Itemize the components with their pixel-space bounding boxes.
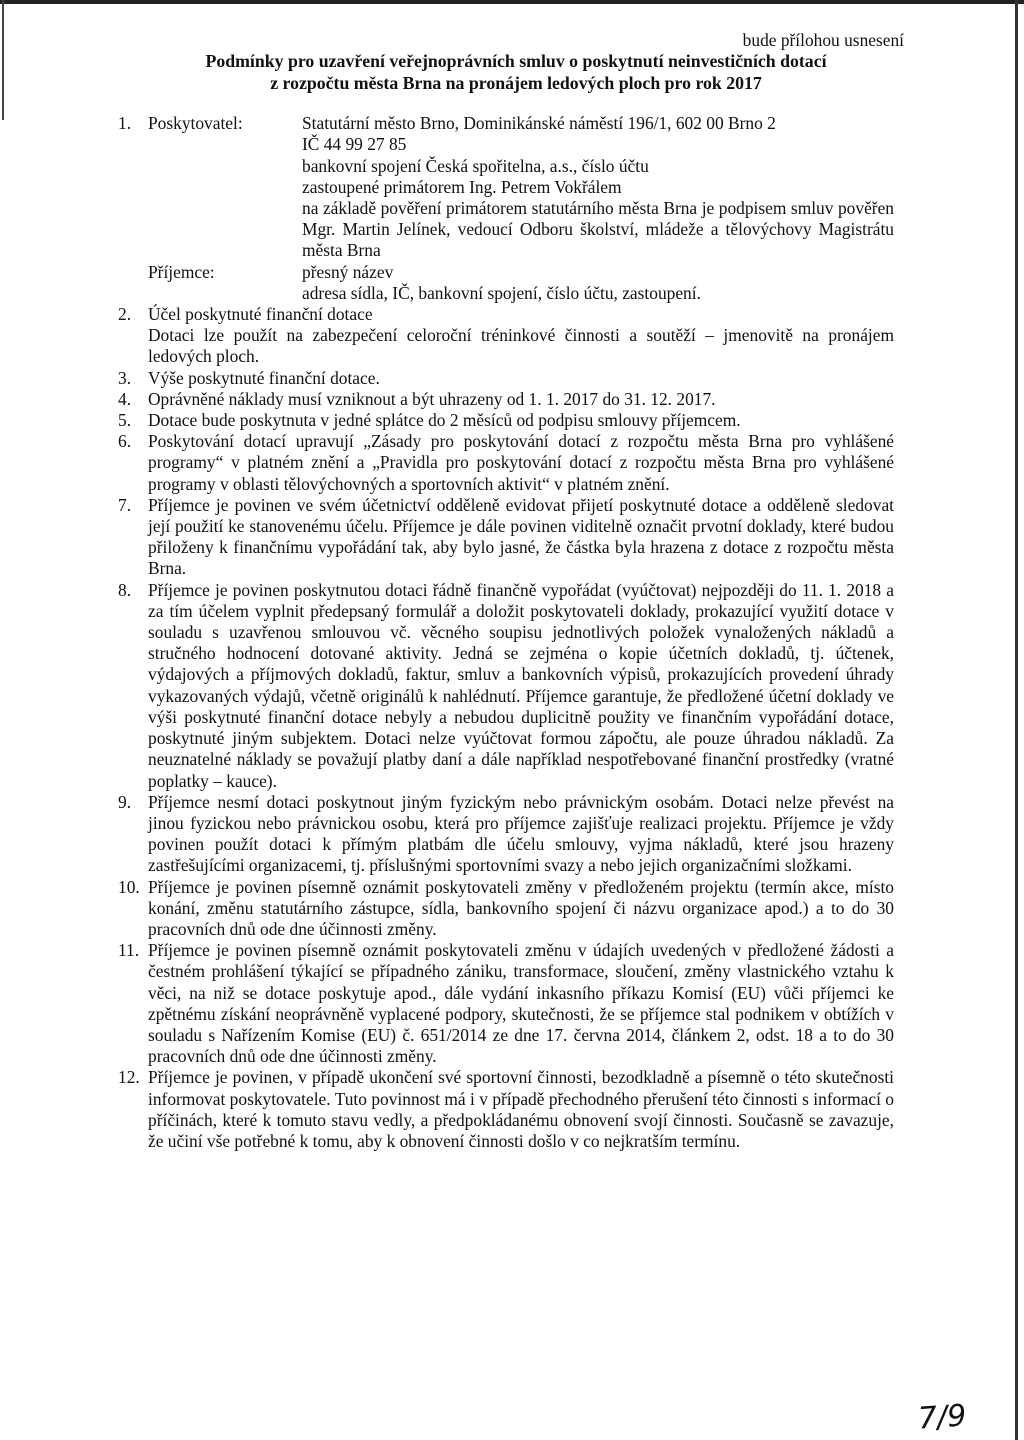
attachment-note: bude přílohou usnesení bbox=[742, 30, 904, 50]
list-item: 8. Příjemce je povinen poskytnutou dotaci řádně finančně vypořádat (vyúčtovat) nejpozději do 11. 1. 2018 a za tím účelem vyplnit předepsaný formulář a doložit poskytovateli doklady, prokazující využití dotace v souladu s uzavřenou smlouvou vč. věcného soupisu jednotlivých položek vynaložených nákladů a stručného hodnocení dotované aktivity. Jedná se zejména o kopie účetních dokladů, tj. účtenek, výdajových a příjmových dokladů, faktur, smluv a bankovních výpisů, prokazujících provedení úhrady vykazovaných výdajů, včetně originálů k nahlédnutí. Příjemce garantuje, že předložené účetní doklady ve výši poskytnuté finanční dotace nebyly a nebudou duplicitně použity ve finančním vypořádání dotace, poskytnuté jiným subjektem. Dotaci nelze vyúčtovat formou zápočtu, ale pouze úhradou nákladů. Za neuznatelné náklady se považují platby daní a dále například nespotřebované finanční prostředky (vratné poplatky – kauce). bbox=[118, 579, 894, 791]
provider-line: Statutární město Brno, Dominikánské náměstí 196/1, 602 00 Brno 2 bbox=[302, 113, 776, 134]
list-item: 12. Příjemce je povinen, v případě ukončení své sportovní činnosti, bezodkladně a písemně o této skutečnosti informovat poskytovatele. Tuto povinnost má i v případě přechodného přerušení této činnosti s informací o příčinách, které k tomuto stavu vedly, a předpokládanému obnovení svojí činnosti. Současně se zavazuje, že učiní vše potřebné k tomu, aby k obnovení činnosti došlo v co nejkratším termínu. bbox=[118, 1067, 894, 1151]
provider-line: zastoupené primátorem Ing. Petrem Vokřálem bbox=[302, 176, 622, 197]
provider-section bbox=[118, 113, 894, 261]
provider-line: na základě pověření primátorem statutárního města Brna je podpisem smluv pověřen Mgr. Martin Jelínek, vedoucí Odboru školství, mládeže a tělovýchovy Magistrátu města Brna bbox=[302, 198, 894, 261]
document-page bbox=[118, 30, 904, 1152]
provider-label: Poskytovatel: bbox=[148, 113, 243, 134]
list-item: 3. Výše poskytnuté finanční dotace. bbox=[118, 367, 380, 388]
list-item: 4. Oprávněné náklady musí vzniknout a být uhrazeny od 1. 1. 2017 do 31. 12. 2017. bbox=[118, 388, 716, 409]
handwritten-page-mark: 7/9 bbox=[916, 1398, 968, 1437]
document-title-line-2: z rozpočtu města Brna na pronájem ledových ploch pro rok 2017 bbox=[270, 72, 762, 93]
list-item: 5. Dotace bude poskytnuta v jedné splátce do 2 měsíců od podpisu smlouvy příjemcem. bbox=[118, 410, 741, 431]
list-item: 11. Příjemce je povinen písemně oznámit poskytovateli změnu v údajích uvedených v předložené žádosti a čestném prohlášení týkající se případného zániku, transformace, sloučení, změny vlastnického vztahu k věci, na niž se dotace poskytuje apod., dále vydání inkasního příkazu Komisí (EU) vůči příjemci ke zpětnému získání neoprávněně vyplacené podpory, skutečnosti, že se příjemce stal podnikem v obtížích v souladu s Nařízením Komise (EU) č. 651/2014 ze dne 17. června 2014, článkem 2, odst. 18 a to do 30 pracovních dnů ode dne účinnosti změny. bbox=[118, 940, 894, 1067]
list-item: 9. Příjemce nesmí dotaci poskytnout jiným fyzickým nebo právnickým osobám. Dotaci nelze převést na jinou fyzickou nebo právnickou osobu, která pro příjemce zajišťuje realizaci projektu. Příjemce je vždy povinen použít dotaci k přímým platbám dle účelu smlouvy, vyjma nákladů, které jsou hrazeny zastřešujícími organizacemi, tj. příslušnými sportovními svazy a nebo jejich organizačními složkami. bbox=[118, 791, 894, 876]
recipient-label: Příjemce: bbox=[148, 261, 215, 282]
provider-details bbox=[302, 113, 894, 261]
list-item: 7. Příjemce je povinen ve svém účetnictví odděleně evidovat přijetí poskytnuté dotace a odděleně sledovat její použití ke stanovenému účelu. Příjemce je dále povinen viditelně označit prvotní doklady, které budou přiloženy k finančnímu vypořádání tak, aby bylo jasné, že částka byla hrazena z dotace z rozpočtu města Brna. bbox=[118, 494, 894, 579]
recipient-line: adresa sídla, IČ, bankovní spojení, číslo účtu, zastoupení. bbox=[302, 282, 701, 303]
item-heading: Účel poskytnuté finanční dotace bbox=[148, 304, 373, 325]
provider-line: IČ 44 99 27 85 bbox=[302, 134, 407, 155]
provider-line: bankovní spojení Česká spořitelna, a.s., číslo účtu bbox=[302, 155, 649, 176]
recipient-line: přesný název bbox=[302, 261, 394, 282]
recipient-details bbox=[302, 262, 894, 304]
top-scan-border bbox=[0, 0, 1024, 4]
list-item: 2. Účel poskytnuté finanční dotace Dotaci lze použít na zabezpečení celoroční tréninkové činnosti a soutěží – jmenovitě na pronájem ledových ploch. bbox=[118, 304, 894, 367]
right-scan-border bbox=[1015, 0, 1018, 1440]
conditions-list bbox=[118, 304, 894, 1152]
list-item: 10. Příjemce je povinen písemně oznámit poskytovateli změny v předloženém projektu (termín akce, místo konání, změnu statutárního zástupce, sídla, bankovního spojení či názvu organizace apod.) a to do 30 pracovních dnů ode dne účinnosti změny. bbox=[118, 876, 894, 939]
list-item: 6. Poskytování dotací upravují „Zásady pro poskytování dotací z rozpočtu města Brna pro vyhlášené programy“ v platném znění a „Pravidla pro poskytování dotací z rozpočtu města Brna pro vyhlášené programy v oblasti tělovýchovných a sportovních aktivit“ v platném znění. bbox=[118, 431, 894, 494]
left-scan-mark bbox=[2, 0, 4, 120]
document-title-line-1: Podmínky pro uzavření veřejnoprávních smluv o poskytnutí neinvestičních dotací bbox=[205, 51, 827, 72]
recipient-section bbox=[118, 262, 894, 304]
provider-number: 1. bbox=[118, 113, 132, 134]
item-subtext: Dotaci lze použít na zabezpečení celoroční tréninkové činnosti a soutěží – jmenovitě na pronájem ledových ploch. bbox=[148, 325, 894, 367]
